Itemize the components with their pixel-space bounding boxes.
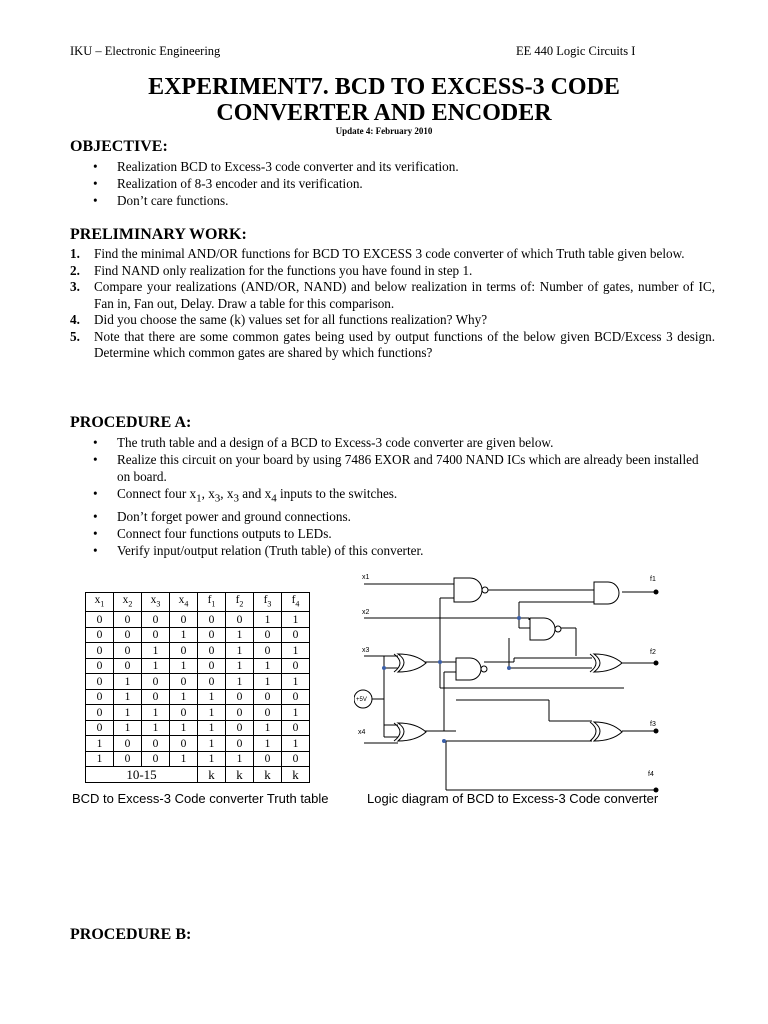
table-cell: 0 bbox=[226, 612, 254, 628]
list-item: • The truth table and a design of a BCD to Excess-3 code converter are given below. bbox=[93, 434, 715, 451]
table-cell: 1 bbox=[282, 705, 310, 721]
table-cell: 0 bbox=[254, 643, 282, 659]
column-header: $f_3$ bbox=[254, 593, 282, 612]
diagram-background bbox=[354, 568, 674, 793]
table-cell: 0 bbox=[226, 689, 254, 705]
table-cell: 0 bbox=[142, 751, 170, 767]
page-title-line1: EXPERIMENT7. BCD TO EXCESS-3 CODE bbox=[148, 74, 620, 100]
table-cell: 1 bbox=[254, 612, 282, 628]
table-cell: 0 bbox=[114, 736, 142, 752]
input-label-x4: x4 bbox=[358, 729, 366, 736]
table-cell: 0 bbox=[170, 736, 198, 752]
output-label-f1: f1 bbox=[650, 576, 656, 583]
preliminary-list bbox=[70, 246, 715, 362]
preliminary-heading: PRELIMINARY WORK: bbox=[70, 226, 247, 243]
table-cell: 1 bbox=[254, 736, 282, 752]
procedure-a-list bbox=[93, 434, 715, 559]
table-cell: 1 bbox=[114, 720, 142, 736]
junction-dot bbox=[507, 666, 511, 670]
table-cell: 1 bbox=[114, 705, 142, 721]
list-item: • Connect four $x_1$, $x_3$, $x_3$ and $x_4$ inputs to the switches. bbox=[93, 485, 715, 508]
list-item: • Verify input/output relation (Truth table) of this converter. bbox=[93, 542, 715, 559]
item-number: 4. bbox=[70, 312, 80, 327]
procedure-a-heading: PROCEDURE A: bbox=[70, 414, 192, 431]
nand-bubble-3 bbox=[481, 666, 487, 672]
table-cell: 0 bbox=[254, 689, 282, 705]
truth-table-caption: BCD to Excess-3 Code converter Truth table bbox=[72, 791, 329, 806]
table-cell: 0 bbox=[282, 658, 310, 674]
list-item: • Realization BCD to Excess-3 code converter and its verification. bbox=[93, 158, 715, 175]
list-item: • Realization of 8-3 encoder and its verification. bbox=[93, 175, 715, 192]
table-cell: 0 bbox=[226, 705, 254, 721]
table-row bbox=[86, 736, 310, 752]
table-row bbox=[86, 658, 310, 674]
table-cell: 1 bbox=[198, 720, 226, 736]
item-text: Note that there are some common gates being used by output functions of the below given BCD/Excess 3 design. Determine which common gates are shared by which functions? bbox=[94, 328, 715, 360]
header-course-code: EE 440 Logic Circuits I bbox=[516, 44, 636, 58]
table-cell: 1 bbox=[142, 720, 170, 736]
table-cell: 0 bbox=[170, 705, 198, 721]
table-cell: 0 bbox=[114, 612, 142, 628]
list-item: • Connect four functions outputs to LEDs. bbox=[93, 525, 715, 542]
table-cell: 0 bbox=[198, 674, 226, 690]
table-cell: 1 bbox=[86, 751, 114, 767]
output-label-f3: f3 bbox=[650, 721, 656, 728]
dont-care-label: 10-15 bbox=[86, 767, 198, 783]
input-label-x2: x2 bbox=[362, 609, 370, 616]
table-cell: 1 bbox=[170, 720, 198, 736]
table-cell: 1 bbox=[254, 658, 282, 674]
table-cell: 0 bbox=[86, 658, 114, 674]
table-cell: 1 bbox=[170, 689, 198, 705]
table-row bbox=[86, 720, 310, 736]
table-cell: 0 bbox=[282, 720, 310, 736]
table-header-row bbox=[86, 593, 310, 612]
item-number: 3. bbox=[70, 279, 80, 294]
truth-table bbox=[85, 592, 310, 783]
dont-care-cell: k bbox=[254, 767, 282, 783]
table-cell: 1 bbox=[198, 751, 226, 767]
table-cell: 0 bbox=[170, 674, 198, 690]
table-cell: 1 bbox=[170, 658, 198, 674]
dont-care-row bbox=[86, 767, 310, 783]
junction-dot bbox=[438, 660, 442, 664]
item-number: 5. bbox=[70, 328, 80, 344]
table-cell: 1 bbox=[142, 643, 170, 659]
table-cell: 0 bbox=[282, 627, 310, 643]
column-header: $x_1$ bbox=[86, 593, 114, 612]
column-header: $x_3$ bbox=[142, 593, 170, 612]
dont-care-cell: k bbox=[198, 767, 226, 783]
terminal-dot bbox=[654, 661, 659, 666]
table-cell: 0 bbox=[254, 627, 282, 643]
table-row bbox=[86, 751, 310, 767]
list-item: • Realize this circuit on your board by using 7486 EXOR and 7400 NAND ICs which are already been installed on board. bbox=[93, 451, 715, 485]
table-cell: 1 bbox=[254, 674, 282, 690]
table-cell: 0 bbox=[86, 720, 114, 736]
header-course-dept: IKU – Electronic Engineering bbox=[70, 44, 221, 58]
table-row bbox=[86, 674, 310, 690]
table-row bbox=[86, 643, 310, 659]
table-cell: 1 bbox=[226, 674, 254, 690]
nand-bubble-1 bbox=[482, 587, 488, 593]
table-cell: 0 bbox=[198, 658, 226, 674]
terminal-dot bbox=[654, 729, 659, 734]
column-header: $f_2$ bbox=[226, 593, 254, 612]
item-text: Find NAND only realization for the functions you have found in step 1. bbox=[94, 262, 473, 278]
table-cell: 1 bbox=[282, 736, 310, 752]
table-cell: 0 bbox=[114, 658, 142, 674]
table-cell: 1 bbox=[198, 736, 226, 752]
table-cell: 0 bbox=[142, 689, 170, 705]
table-cell: 0 bbox=[170, 612, 198, 628]
diagram-caption: Logic diagram of BCD to Excess-3 Code converter bbox=[367, 791, 659, 806]
nand-gate-3 bbox=[456, 658, 481, 680]
input-label-power: +5V bbox=[356, 697, 367, 703]
table-cell: 1 bbox=[142, 705, 170, 721]
table-cell: 1 bbox=[142, 658, 170, 674]
table-cell: 0 bbox=[254, 751, 282, 767]
and-gate-f1 bbox=[594, 582, 619, 604]
junction-dot bbox=[382, 666, 386, 670]
table-cell: 0 bbox=[282, 689, 310, 705]
table-cell: 0 bbox=[198, 643, 226, 659]
table-cell: 1 bbox=[114, 689, 142, 705]
table-cell: 0 bbox=[86, 627, 114, 643]
nand-bubble-2 bbox=[555, 626, 561, 632]
table-cell: 0 bbox=[170, 643, 198, 659]
list-item: • Don’t care functions. bbox=[93, 192, 715, 209]
terminal-dot bbox=[654, 590, 659, 595]
table-row bbox=[86, 705, 310, 721]
table-cell: 0 bbox=[86, 674, 114, 690]
list-item bbox=[70, 246, 715, 263]
item-text: Did you choose the same (k) values set for all functions realization? Why? bbox=[94, 312, 488, 327]
table-cell: 0 bbox=[254, 705, 282, 721]
table-cell: 0 bbox=[114, 751, 142, 767]
procedure-b-heading: PROCEDURE B: bbox=[70, 926, 192, 943]
table-row bbox=[86, 689, 310, 705]
table-row bbox=[86, 612, 310, 628]
table-cell: 0 bbox=[86, 689, 114, 705]
table-cell: 0 bbox=[282, 751, 310, 767]
table-cell: 0 bbox=[114, 627, 142, 643]
table-cell: 1 bbox=[282, 674, 310, 690]
table-cell: 0 bbox=[142, 674, 170, 690]
logic-diagram bbox=[354, 568, 674, 793]
objective-list bbox=[93, 158, 715, 209]
table-cell: 1 bbox=[254, 720, 282, 736]
table-cell: 1 bbox=[170, 751, 198, 767]
nand-gate-2 bbox=[530, 618, 555, 640]
table-cell: 0 bbox=[114, 643, 142, 659]
table-cell: 1 bbox=[282, 643, 310, 659]
list-item: • Don’t forget power and ground connections. bbox=[93, 508, 715, 525]
output-label-f4: f4 bbox=[648, 771, 654, 778]
column-header: $x_2$ bbox=[114, 593, 142, 612]
table-cell: 0 bbox=[86, 612, 114, 628]
item-text: Compare your realizations (AND/OR, NAND) and below realization in terms of: Number of gates, number of IC, Fan in, Fan out, Delay. Draw a table for this comparison. bbox=[94, 279, 715, 311]
input-label-x3: x3 bbox=[362, 647, 370, 654]
column-header: $f_4$ bbox=[282, 593, 310, 612]
update-note: Update 4: February 2010 bbox=[335, 126, 433, 136]
input-label-x1: x1 bbox=[362, 574, 370, 581]
table-cell: 1 bbox=[86, 736, 114, 752]
item-text: Find the minimal AND/OR functions for BCD TO EXCESS 3 code converter of which Truth table given below. bbox=[94, 246, 685, 261]
table-cell: 1 bbox=[198, 705, 226, 721]
table-cell: 1 bbox=[114, 674, 142, 690]
objective-heading: OBJECTIVE: bbox=[70, 138, 168, 155]
table-cell: 0 bbox=[226, 720, 254, 736]
item-number: 1. bbox=[70, 246, 80, 261]
table-cell: 0 bbox=[198, 627, 226, 643]
list-item bbox=[70, 312, 715, 329]
list-item bbox=[70, 279, 715, 312]
list-item bbox=[70, 329, 715, 362]
table-cell: 0 bbox=[198, 612, 226, 628]
page-title-line2: CONVERTER AND ENCODER bbox=[216, 100, 552, 126]
table-cell: 0 bbox=[142, 736, 170, 752]
list-item bbox=[70, 263, 715, 280]
output-label-f2: f2 bbox=[650, 649, 656, 656]
table-cell: 0 bbox=[142, 612, 170, 628]
dont-care-cell: k bbox=[226, 767, 254, 783]
column-header: $x_4$ bbox=[170, 593, 198, 612]
table-cell: 1 bbox=[226, 658, 254, 674]
column-header: $f_1$ bbox=[198, 593, 226, 612]
table-cell: 1 bbox=[282, 612, 310, 628]
table-cell: 0 bbox=[142, 627, 170, 643]
table-cell: 1 bbox=[226, 643, 254, 659]
table-cell: 0 bbox=[86, 705, 114, 721]
junction-dot bbox=[442, 739, 446, 743]
table-cell: 0 bbox=[226, 736, 254, 752]
table-cell: 0 bbox=[86, 643, 114, 659]
dont-care-cell: k bbox=[282, 767, 310, 783]
junction-dot bbox=[517, 616, 521, 620]
table-cell: 1 bbox=[170, 627, 198, 643]
table-cell: 1 bbox=[226, 751, 254, 767]
table-cell: 1 bbox=[226, 627, 254, 643]
table-row bbox=[86, 627, 310, 643]
item-number: 2. bbox=[70, 262, 80, 278]
nand-gate-1 bbox=[454, 578, 482, 602]
table-cell: 1 bbox=[198, 689, 226, 705]
